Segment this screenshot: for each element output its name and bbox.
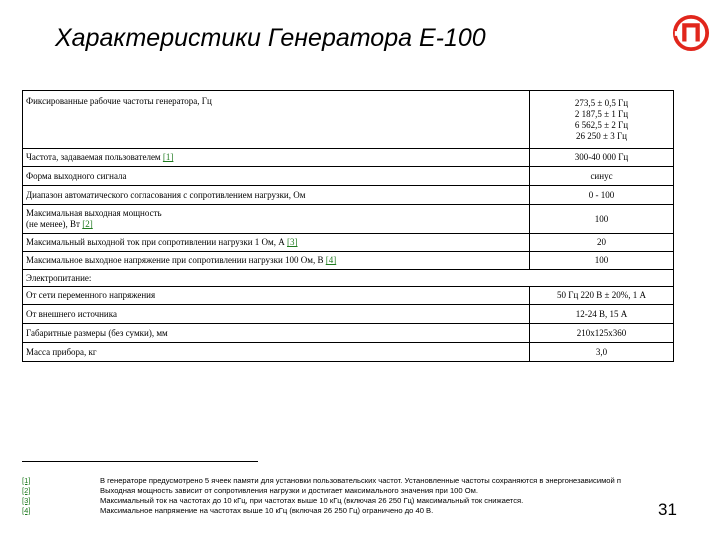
spec-table xyxy=(22,90,674,362)
value-cell: 100 xyxy=(530,205,674,234)
table-row xyxy=(23,186,674,205)
table-row xyxy=(23,205,674,234)
param-text: Фиксированные рабочие частоты генератора, Гц xyxy=(26,96,212,106)
footnote-ref-link[interactable]: [1] xyxy=(162,152,174,162)
param-text: Электропитание: xyxy=(26,272,92,283)
param-cell xyxy=(23,186,530,205)
table-row xyxy=(23,287,674,305)
page-number: 31 xyxy=(658,500,677,519)
footnote-mark-link[interactable]: [1] xyxy=(22,476,31,485)
param-cell xyxy=(23,343,530,362)
footnote-ref-link[interactable]: [3] xyxy=(287,237,298,247)
table-row xyxy=(23,270,674,287)
footnote-mark-link[interactable]: [2] xyxy=(22,486,31,495)
param-text: Максимальное выходное напряжение при сопротивлении нагрузки 100 Ом, В xyxy=(26,255,326,265)
page-title: Характеристики Генератора Е-100 xyxy=(55,24,486,52)
table-row xyxy=(23,343,674,362)
param-cell xyxy=(23,324,530,343)
param-text: Масса прибора, кг xyxy=(26,346,97,357)
param-cell xyxy=(23,287,530,305)
footnote-text: Максимальное напряжение на частотах выше 10 кГц (включая 26 250 Гц) ограничено до 40 В. xyxy=(100,506,434,515)
table-row xyxy=(23,167,674,186)
footnote-ref-link[interactable]: [4] xyxy=(325,255,337,265)
table-row xyxy=(23,91,674,149)
param-cell xyxy=(23,149,530,167)
brand-logo-icon xyxy=(672,14,710,52)
param-cell xyxy=(23,252,530,270)
value-cell: синус xyxy=(530,167,674,186)
value-cell: 210x125x360 xyxy=(530,324,674,343)
footnote-mark-link[interactable]: [4] xyxy=(22,506,31,515)
param-cell xyxy=(23,305,530,324)
param-text: Максимальный выходной ток при сопротивлении нагрузки 1 Ом, А xyxy=(26,237,287,247)
section-heading-cell xyxy=(23,270,674,287)
footnote-item xyxy=(22,496,720,506)
param-text: От сети переменного напряжения xyxy=(26,290,156,300)
value-cell: 3,0 xyxy=(530,343,674,362)
value-cell: 300-40 000 Гц xyxy=(530,149,674,167)
table-row xyxy=(23,324,674,343)
param-cell xyxy=(23,205,530,234)
table-row xyxy=(23,305,674,324)
param-text: Частота, задаваемая пользователем xyxy=(26,152,163,162)
value-cell: 20 xyxy=(530,234,674,252)
footnote-mark-link[interactable]: [3] xyxy=(22,496,31,505)
param-cell xyxy=(23,167,530,186)
footnote-text: В генераторе предусмотрено 5 ячеек памяти для установки пользовательских частот. Установленные частоты сохраняются в энергонезависимой п xyxy=(100,476,621,485)
param-cell xyxy=(23,91,530,149)
footnote-ref-link[interactable]: [2] xyxy=(82,219,93,229)
footnote-text: Максимальный ток на частотах до 10 кГц, при частотах выше 10 кГц (включая 26 250 Гц) максимальный ток снижается. xyxy=(100,496,524,505)
table-row xyxy=(23,149,674,167)
param-text: Форма выходного сигнала xyxy=(26,170,127,181)
table-row xyxy=(23,252,674,270)
param-text: Габаритные размеры (без сумки), мм xyxy=(26,327,168,338)
footnotes xyxy=(22,476,720,516)
value-cell: 273,5 ± 0,5 Гц 2 187,5 ± 1 Гц 6 562,5 ± 2 Гц 26 250 ± 3 Гц xyxy=(530,91,674,149)
footnote-text: Выходная мощность зависит от сопротивления нагрузки и достигает максимального значения при 100 Ом. xyxy=(100,486,478,495)
value-cell: 100 xyxy=(530,252,674,270)
value-cell: 50 Гц 220 В ± 20%, 1 А xyxy=(530,287,674,305)
footnote-divider xyxy=(22,461,258,462)
value-cell: 0 - 100 xyxy=(530,186,674,205)
value-cell: 12-24 В, 15 А xyxy=(530,305,674,324)
param-text: От внешнего источника xyxy=(26,308,117,319)
table-row xyxy=(23,234,674,252)
param-text: Диапазон автоматического согласования с сопротивлением нагрузки, Ом xyxy=(26,189,306,200)
footnote-item xyxy=(22,486,720,496)
param-cell xyxy=(23,234,530,252)
footnote-item xyxy=(22,506,720,516)
param-text: Максимальная выходная мощность (не менее), Вт xyxy=(26,208,162,229)
footnote-item xyxy=(22,476,720,486)
